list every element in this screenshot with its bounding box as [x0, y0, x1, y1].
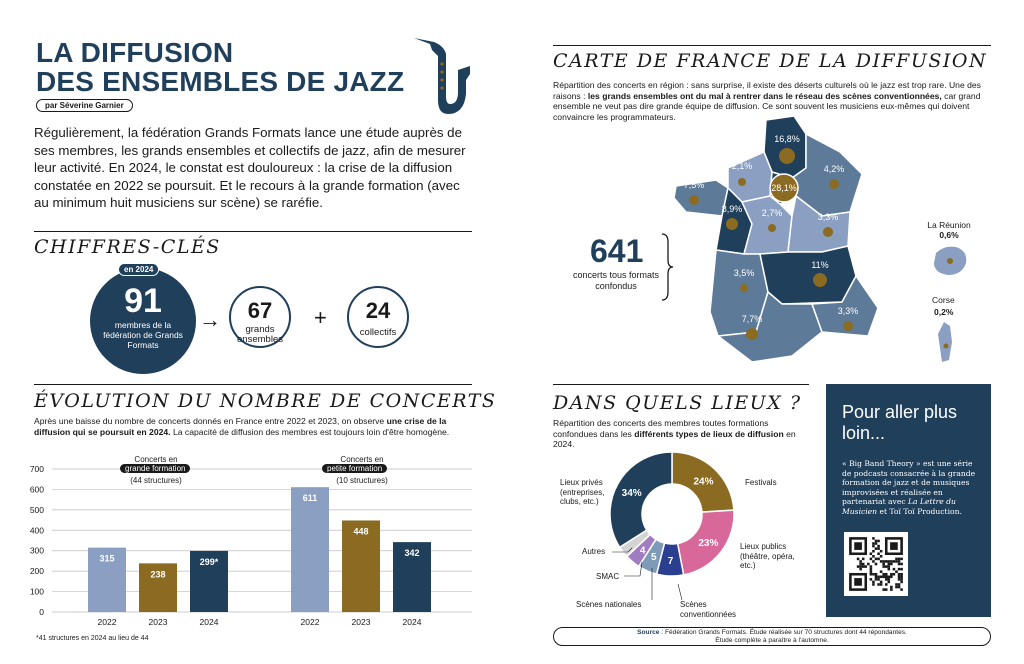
- source-line-2: Étude complète à paraître à l'automne.: [715, 637, 829, 644]
- box-body-a: « Big Band Theory » est une série de podcasts consacrée à la grande formation de jazz et de musiques improvisées et réalisée en partenariat avec: [842, 459, 976, 507]
- france-map: [672, 112, 912, 374]
- intro-paragraph: Régulièrement, la fédération Grands Formats lance une étude auprès de ses membres, les grands ensembles et collectifs de jazz, afin de mesurer leur activité. En 2024, le constat est douloureux : la crise de la diffusion constatée en 2022 se poursuit. Et le recours à la grande formation (avec au minimum huit musiciens sur scène) se raréfie.: [34, 125, 466, 211]
- box-title: Pour aller plus loin...: [842, 402, 958, 443]
- region-marker: [779, 148, 795, 164]
- label-autres: Autres: [582, 547, 606, 556]
- collectifs-number: 24: [365, 298, 391, 323]
- reunion-map: [930, 243, 970, 279]
- donut-slice-label: 4: [639, 545, 646, 557]
- region-marker: [829, 179, 839, 189]
- region-auvergne-rhone-alpes: [760, 246, 856, 304]
- bar-value-label: 315: [99, 553, 115, 564]
- label-lieux-prives: Lieux privés (entreprises, clubs, etc.): [560, 478, 605, 506]
- source-note: [553, 627, 991, 646]
- bar-value-label: 611: [302, 493, 318, 504]
- ensembles-circle: [229, 286, 291, 348]
- region-pct-label: 2,1%: [731, 161, 753, 171]
- group1-label-top: Concerts en: [134, 455, 178, 464]
- divider: [34, 384, 472, 385]
- group2-label-top: Concerts en: [340, 455, 384, 464]
- donut-slice-label: 34%: [621, 487, 642, 499]
- group2-pill: petite formation: [322, 464, 387, 473]
- region-marker: [746, 328, 758, 340]
- concerts-bar-chart: [26, 455, 476, 638]
- region-pct-label: 7,5%: [683, 180, 705, 190]
- bar-value-label: 342: [404, 548, 420, 559]
- label-lieux-publics: Lieux publics (théâtre, opéra, etc.): [740, 542, 795, 570]
- region-pct-label: 11%: [811, 260, 829, 270]
- reunion-pct: 0,6%: [939, 230, 959, 240]
- box-body: [842, 459, 982, 517]
- title-line-1: LA DIFFUSION: [36, 37, 234, 68]
- bar-value-label: 238: [150, 569, 166, 580]
- y-tick-label: 500: [29, 504, 44, 515]
- title-line-2: DES ENSEMBLES DE JAZZ: [36, 66, 405, 97]
- box-body-c: et Toï Toï Production.: [877, 506, 962, 516]
- region-pct-label: 8,9%: [721, 204, 743, 214]
- group1-pill: grande formation: [120, 464, 190, 473]
- keyfigs-heading: CHIFFRES-CLÉS: [34, 236, 221, 258]
- region-marker: [768, 224, 776, 232]
- y-tick-label: 100: [29, 586, 44, 597]
- y-tick-label: 600: [29, 484, 44, 495]
- evolution-text-c: La capacité de diffusion des membres est toujours loin d'être homogène.: [170, 426, 450, 437]
- lieux-text-b: différents types de lieux de diffusion: [634, 428, 784, 439]
- region-marker: [689, 195, 699, 205]
- region-pct-label: 4,2%: [823, 164, 845, 174]
- saxophone-icon: [408, 34, 474, 120]
- label-smac: SMAC: [596, 572, 620, 581]
- region-marker: [726, 218, 738, 230]
- y-tick-label: 300: [29, 545, 44, 556]
- bar-chart-svg: [26, 455, 476, 633]
- donut-slice-label: 24%: [693, 476, 714, 488]
- region-pct-label: 7,7%: [741, 314, 763, 324]
- arrow-icon: →: [199, 307, 221, 332]
- lieux-text-a: Répartition des concerts des membres toutes formations confondues dans les: [553, 418, 769, 439]
- members-number: 91: [124, 282, 162, 320]
- map-text-b: les grands ensembles ont du mal à rentrer dans le réseau des scènes conventionnées,: [587, 90, 942, 101]
- region-marker: [738, 178, 746, 186]
- x-tick-label: 2023: [351, 617, 371, 627]
- evolution-text-b: une crise de la diffusion qui se poursuit en 2024.: [34, 416, 447, 437]
- collectifs-label: collectifs: [359, 327, 397, 338]
- members-label: membres de la fédération de Grands Formats: [103, 320, 183, 350]
- total-concerts-number: 641: [590, 233, 644, 269]
- corse-pct: 0,2%: [934, 307, 954, 317]
- chart-footnote: *41 structures en 2024 au lieu de 44: [36, 635, 149, 642]
- donut-slice-label: 5: [650, 552, 657, 564]
- evolution-text-a: Après une baisse du nombre de concerts donnés en France entre 2022 et 2023, on observe: [34, 416, 387, 426]
- qr-code-icon[interactable]: [844, 532, 908, 596]
- collectifs-circle: [347, 286, 409, 348]
- map-text-c: car grand ensemble ne veut pas dire grande équipe de diffusion. Ce sont souvent les musiciens eux-mêmes qui doivent convaincre les programmateurs.: [553, 90, 981, 122]
- region-pct-label: 3,3%: [837, 306, 859, 316]
- y-tick-label: 200: [29, 566, 44, 577]
- ensembles-number: 67: [247, 298, 273, 323]
- y-tick-label: 400: [29, 525, 44, 536]
- region-pct-label: 3,3%: [817, 212, 839, 222]
- divider: [553, 45, 991, 46]
- further-reading-box: [826, 384, 991, 617]
- label-festivals: Festivals: [745, 478, 777, 487]
- donut-slice-label: 7: [667, 555, 674, 567]
- evolution-heading: ÉVOLUTION DU NOMBRE DE CONCERTS: [34, 390, 497, 412]
- label-scenes-conventionnees: Scènes conventionnées: [680, 600, 737, 619]
- donut-leader-lines: [570, 540, 700, 610]
- reunion-name: La Réunion: [927, 220, 971, 230]
- source-label: Source: [637, 629, 660, 636]
- divider: [34, 231, 472, 232]
- x-tick-label: 2022: [300, 617, 320, 627]
- map-heading: CARTE DE FRANCE DE LA DIFFUSION: [553, 50, 988, 72]
- x-tick-label: 2023: [148, 617, 168, 627]
- box-body-b: La Lettre du Musicien: [842, 497, 956, 516]
- x-tick-label: 2024: [199, 617, 219, 627]
- plus-icon: +: [314, 305, 327, 330]
- byline: par Séverine Garnier: [36, 99, 133, 112]
- region-pct-label: 3,5%: [733, 268, 755, 278]
- year-badge: en 2024: [118, 263, 159, 276]
- region-marker: [843, 321, 853, 331]
- region-pct-label: 28,1%: [771, 183, 797, 193]
- region-marker: [740, 284, 748, 292]
- bar-value-label: 448: [353, 526, 369, 537]
- region-pct-label: 2,7%: [761, 208, 783, 218]
- group1-label-sub: (44 structures): [130, 476, 182, 485]
- lieux-text: [553, 418, 813, 450]
- region-pct-label: 16,8%: [774, 134, 800, 144]
- x-tick-label: 2024: [402, 617, 422, 627]
- members-circle: [90, 268, 196, 374]
- evolution-text: [34, 416, 474, 437]
- source-text: : Fédération Grands Formats. Étude réalisée sur 70 structures dont 44 répondantes.: [659, 629, 907, 636]
- y-tick-label: 0: [39, 607, 44, 617]
- x-tick-label: 2022: [97, 617, 117, 627]
- page-title: [36, 38, 404, 96]
- bar-value-label: 299*: [199, 556, 219, 567]
- bar: [291, 487, 329, 612]
- y-tick-label: 700: [29, 464, 44, 474]
- group2-label-sub: (10 structures): [336, 476, 388, 485]
- total-concerts-label: concerts tous formats confondus: [572, 270, 660, 291]
- lieux-text-c: en 2024.: [553, 428, 796, 450]
- lieux-heading: DANS QUELS LIEUX ?: [553, 392, 802, 414]
- corse-name: Corse: [932, 295, 955, 305]
- map-text-a: Répartition des concerts en région : sans surprise, il existe des déserts culturels où le jazz est trop rare. Une des raisons :: [553, 80, 981, 101]
- region-marker: [813, 273, 827, 287]
- donut-slice-label: 23%: [698, 538, 719, 550]
- ensembles-label: grands ensembles: [237, 324, 283, 345]
- divider: [553, 384, 809, 385]
- region-marker: [823, 227, 833, 237]
- label-scenes-nationales: Scènes nationales: [576, 600, 642, 609]
- corse-map: [936, 320, 956, 366]
